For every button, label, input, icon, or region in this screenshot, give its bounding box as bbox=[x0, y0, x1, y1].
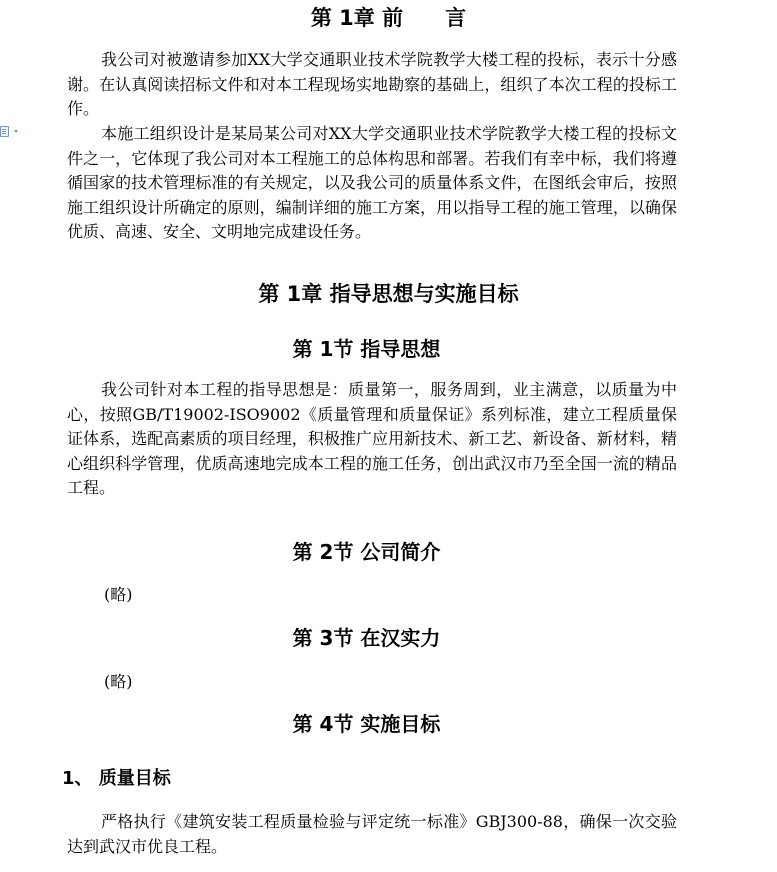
paragraph-anchor[interactable] bbox=[0, 124, 20, 138]
section-2-note: (略) bbox=[104, 585, 133, 604]
quality-target-heading: 1、 质量目标 bbox=[62, 768, 171, 789]
document-anchor-icon bbox=[0, 126, 9, 137]
section-4-title: 第 4节 实施目标 bbox=[292, 712, 441, 736]
preface-paragraph-2: 本施工组织设计是某局某公司对XX大学交通职业技术学院教学大楼工程的投标文件之一，它体现了我公司对本工程施工的总体构思和部署。若我们有幸中标，我们将遵循国家的技术管理标准的有关规定，以及我公司的质量体系文件，在图纸会审后，按照施工组织设计所确定的原则，编制详细的施工方案，用以指导工程的施工管理，以确保优质、高速、安全、文明地完成建设任务。 bbox=[67, 124, 677, 241]
section-3-title: 第 3节 在汉实力 bbox=[292, 626, 441, 650]
preface-paragraph-1: 我公司对被邀请参加XX大学交通职业技术学院教学大楼工程的投标，表示十分感谢。在认真阅读招标文件和对本工程现场实地勘察的基础上，组织了本次工程的投标工作。 bbox=[67, 50, 677, 118]
section-1-title: 第 1节 指导思想 bbox=[292, 337, 441, 361]
quality-target-paragraph: 严格执行《建筑安装工程质量检验与评定统一标准》GBJ300-88，确保一次交验达到武汉市优良工程。 bbox=[67, 812, 677, 856]
section-3-note: (略) bbox=[104, 672, 133, 691]
section-1-paragraph: 我公司针对本工程的指导思想是：质量第一，服务周到，业主满意，以质量为中心，按照GB/T19002-ISO9002《质量管理和质量保证》系列标准，建立工程质量保证体系，选配高素质的项目经理，积极推广应用新技术、新工艺、新设备、新材料，精心组织科学管理，优质高速地完成本工程的施工任务，创出武汉市乃至全国一流的精品工程。 bbox=[67, 380, 677, 497]
preface-title: 第 1章 前 言 bbox=[310, 6, 467, 30]
chevron-down-icon bbox=[14, 130, 18, 133]
section-2-title: 第 2节 公司简介 bbox=[292, 540, 441, 564]
chapter-1-title: 第 1章 指导思想与实施目标 bbox=[258, 282, 519, 306]
